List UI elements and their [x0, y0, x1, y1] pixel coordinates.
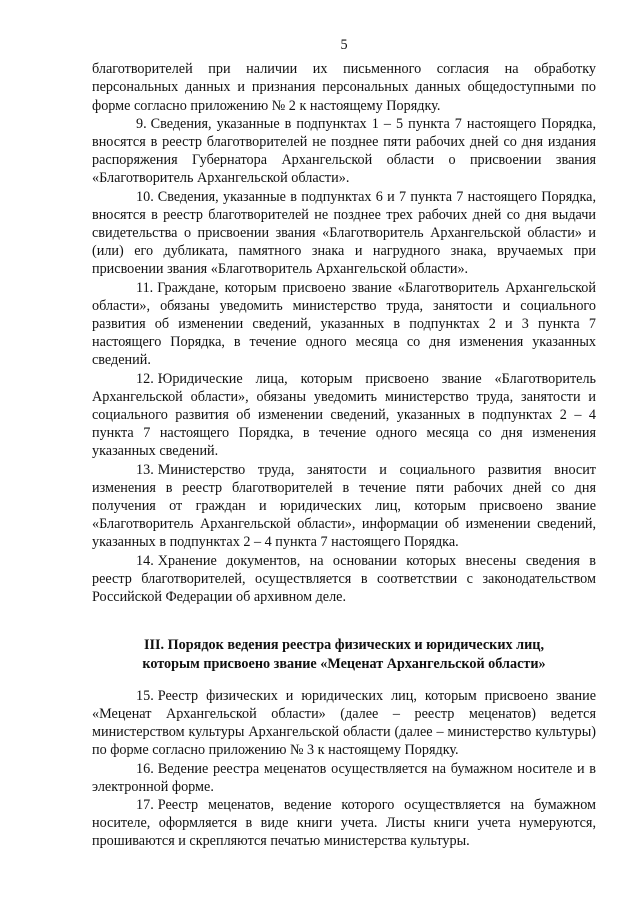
- paragraph-number: 11.: [136, 279, 154, 296]
- paragraph-text: Сведения, указанные в подпунктах 1 – 5 пункта 7 настоящего Порядка, вносятся в реестр благотворителей не позднее пяти рабочих дней со дня издания распоряжения Губернатора Архангельской области о присвоении звания «Благотворитель Архангельской области».: [92, 115, 596, 187]
- paragraph-number: 16.: [136, 760, 154, 777]
- paragraph-continuation: [92, 60, 596, 115]
- paragraph-number: 12.: [136, 370, 154, 387]
- paragraph-text: благотворителей при наличии их письменного согласия на обработку персональных данных и признания персональных данных общедоступными по форме согласно приложению № 2 к настоящему Порядку.: [92, 61, 596, 114]
- paragraph-text: Реестр физических и юридических лиц, которым присвоено звание «Меценат Архангельской области» (далее – реестр меценатов) ведется министерством культуры Архангельской области (далее – министерство культуры) по форме согласно приложению № 3 к настоящему Порядку.: [92, 687, 596, 759]
- paragraph-11: [92, 279, 596, 370]
- page-number: 5: [340, 37, 348, 53]
- paragraph-number: 13.: [136, 461, 154, 478]
- paragraph-17: [92, 796, 596, 851]
- paragraph-16: [92, 760, 596, 796]
- paragraph-number: 17.: [136, 796, 154, 813]
- paragraph-text: Сведения, указанные в подпунктах 6 и 7 пункта 7 настоящего Порядка, вносятся в реестр благотворителей не позднее трех рабочих дней со дня выдачи свидетельства о присвоении звания «Благотворитель Архангельской области» и (или) его дубликата, памятного знака и нагрудного знака, вручаемых при присвоении звания «Благотворитель Архангельской области».: [92, 188, 596, 278]
- paragraph-number: 14.: [136, 552, 154, 569]
- paragraph-12: [92, 370, 596, 461]
- paragraph-number: 15.: [136, 687, 154, 704]
- paragraph-text: Граждане, которым присвоено звание «Благотворитель Архангельской области», обязаны уведомить министерство труда, занятости и социального развития об изменении сведений, указанных в подпунктах 2 и 3 пункта 7 настоящего Порядка, в течение одного месяца со дня изменения указанных сведений.: [92, 279, 596, 369]
- paragraph-text: Реестр меценатов, ведение которого осуществляется на бумажном носителе, оформляется в виде книги учета. Листы книги учета нумеруются, прошиваются и скрепляются печатью министерства культуры.: [92, 796, 596, 850]
- paragraph-text: Министерство труда, занятости и социального развития вносит изменения в реестр благотворителей в течение пяти рабочих дней со дня получения от граждан и юридических лиц, которым присвоено звание «Благотворитель Архангельской области», информации об изменении сведений, указанных в подпунктах 2 – 4 пункта 7 настоящего Порядка.: [92, 461, 596, 551]
- paragraph-number: 10.: [136, 188, 154, 205]
- paragraph-10: [92, 188, 596, 279]
- document-page: [92, 36, 596, 851]
- paragraph-15: [92, 687, 596, 760]
- section-heading: [92, 636, 596, 672]
- paragraph-number: 9.: [136, 115, 147, 132]
- paragraph-text: Хранение документов, на основании которых внесены сведения в реестр благотворителей, осуществляется в соответствии с законодательством Российской Федерации об архивном деле.: [92, 552, 596, 606]
- paragraph-text: Юридические лица, которым присвоено звание «Благотворитель Архангельской области», обязаны уведомить министерство труда, занятости и социального развития об изменении сведений, указанных в подпунктах 2 – 4 пункта 7 настоящего Порядка, в течение одного месяца со дня изменения указанных сведений.: [92, 370, 596, 460]
- paragraph-9: [92, 115, 596, 188]
- paragraph-13: [92, 461, 596, 552]
- section-heading-line-2: которым присвоено звание «Меценат Архангельской области»: [142, 655, 546, 672]
- paragraph-14: [92, 552, 596, 607]
- paragraph-text: Ведение реестра меценатов осуществляется на бумажном носителе и в электронной форме.: [92, 760, 596, 795]
- section-heading-line-1: III. Порядок ведения реестра физических и юридических лиц,: [143, 637, 544, 654]
